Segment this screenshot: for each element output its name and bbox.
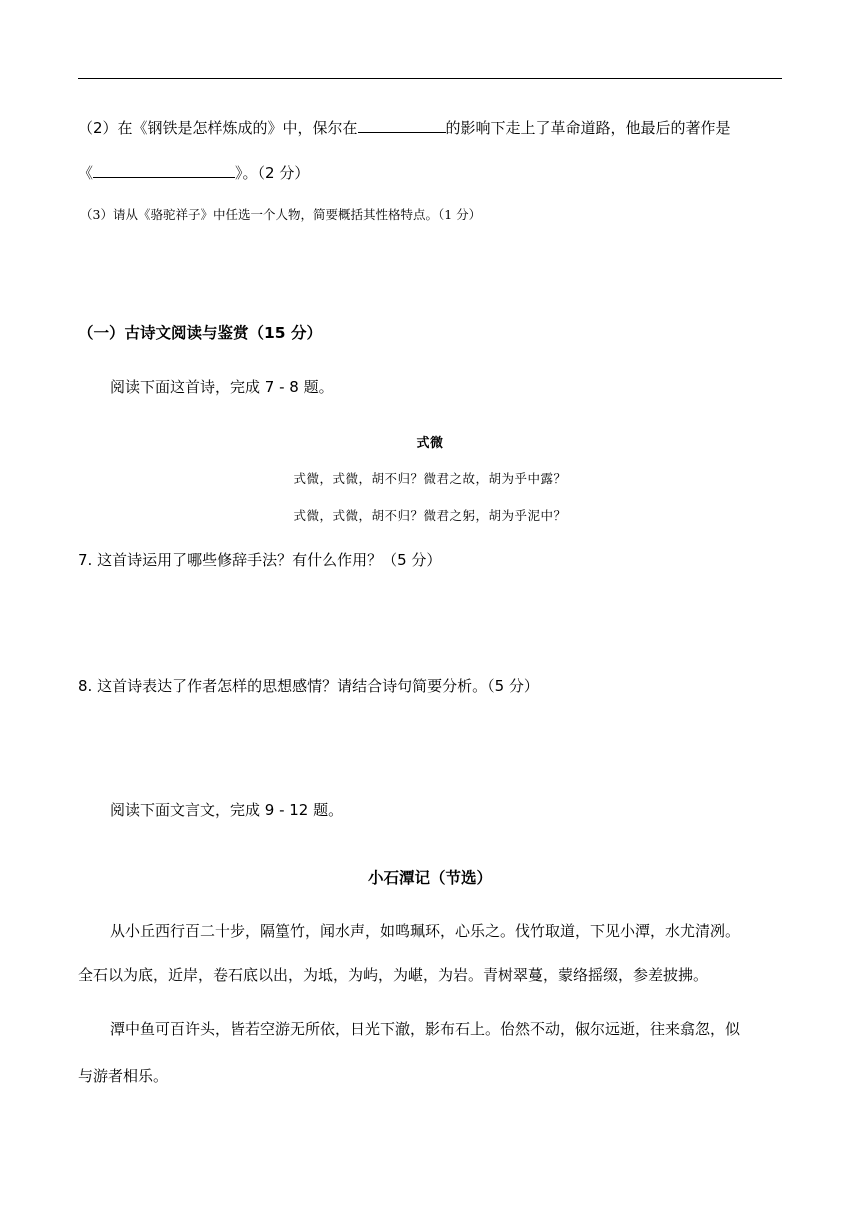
poem-line-1: 式微，式微，胡不归？微君之故，胡为乎中露？: [293, 471, 567, 486]
poem-instruction: 阅读下面这首诗，完成 7 - 8 题。: [110, 378, 334, 396]
classical-title: 小石潭记（节选）: [367, 869, 492, 887]
answer-blank-book-title[interactable]: [93, 163, 235, 178]
classical-instruction: 阅读下面文言文，完成 9 - 12 题。: [110, 801, 344, 819]
question-7: 7. 这首诗运用了哪些修辞手法？有什么作用？（5 分）: [78, 551, 442, 569]
paragraph-2-line-2: 与游者相乐。: [78, 1067, 169, 1085]
answer-blank-influence[interactable]: [358, 118, 446, 133]
poem-title: 式微: [416, 436, 444, 451]
question-2-middle: 的影响下走上了革命道路，他最后的著作是: [445, 119, 731, 137]
section-heading: （一）古诗文阅读与鉴赏（15 分）: [78, 324, 322, 342]
poem-line-2: 式微，式微，胡不归？微君之躬，胡为乎泥中？: [293, 508, 567, 523]
question-8: 8. 这首诗表达了作者怎样的思想感情？请结合诗句简要分析。（5 分）: [78, 677, 539, 695]
question-2-line-2: [78, 163, 309, 182]
question-3: （3）请从《骆驼祥子》中任选一个人物，简要概括其性格特点。（1 分）: [80, 207, 482, 222]
paragraph-1-line-2: 全石以为底，近岸，卷石底以出，为坻，为屿，为嵁，为岩。青树翠蔓，蒙络摇缀，参差披拂。: [78, 966, 709, 984]
question-2-open-bracket: 《: [78, 164, 94, 182]
header-rule: [78, 78, 782, 79]
question-2-line-1: [78, 118, 731, 137]
paragraph-1-line-1: 从小丘西行百二十步，隔篁竹，闻水声，如鸣珮环，心乐之。伐竹取道，下见小潭，水尤清冽。: [110, 922, 741, 940]
question-2-prefix: （2）在《钢铁是怎样炼成的》中，保尔在: [78, 119, 358, 137]
question-2-close: 》。（2 分）: [235, 164, 310, 182]
paragraph-2-line-1: 潭中鱼可百许头，皆若空游无所依，日光下澈，影布石上。佁然不动，俶尔远逝，往来翕忽，似: [110, 1020, 741, 1038]
